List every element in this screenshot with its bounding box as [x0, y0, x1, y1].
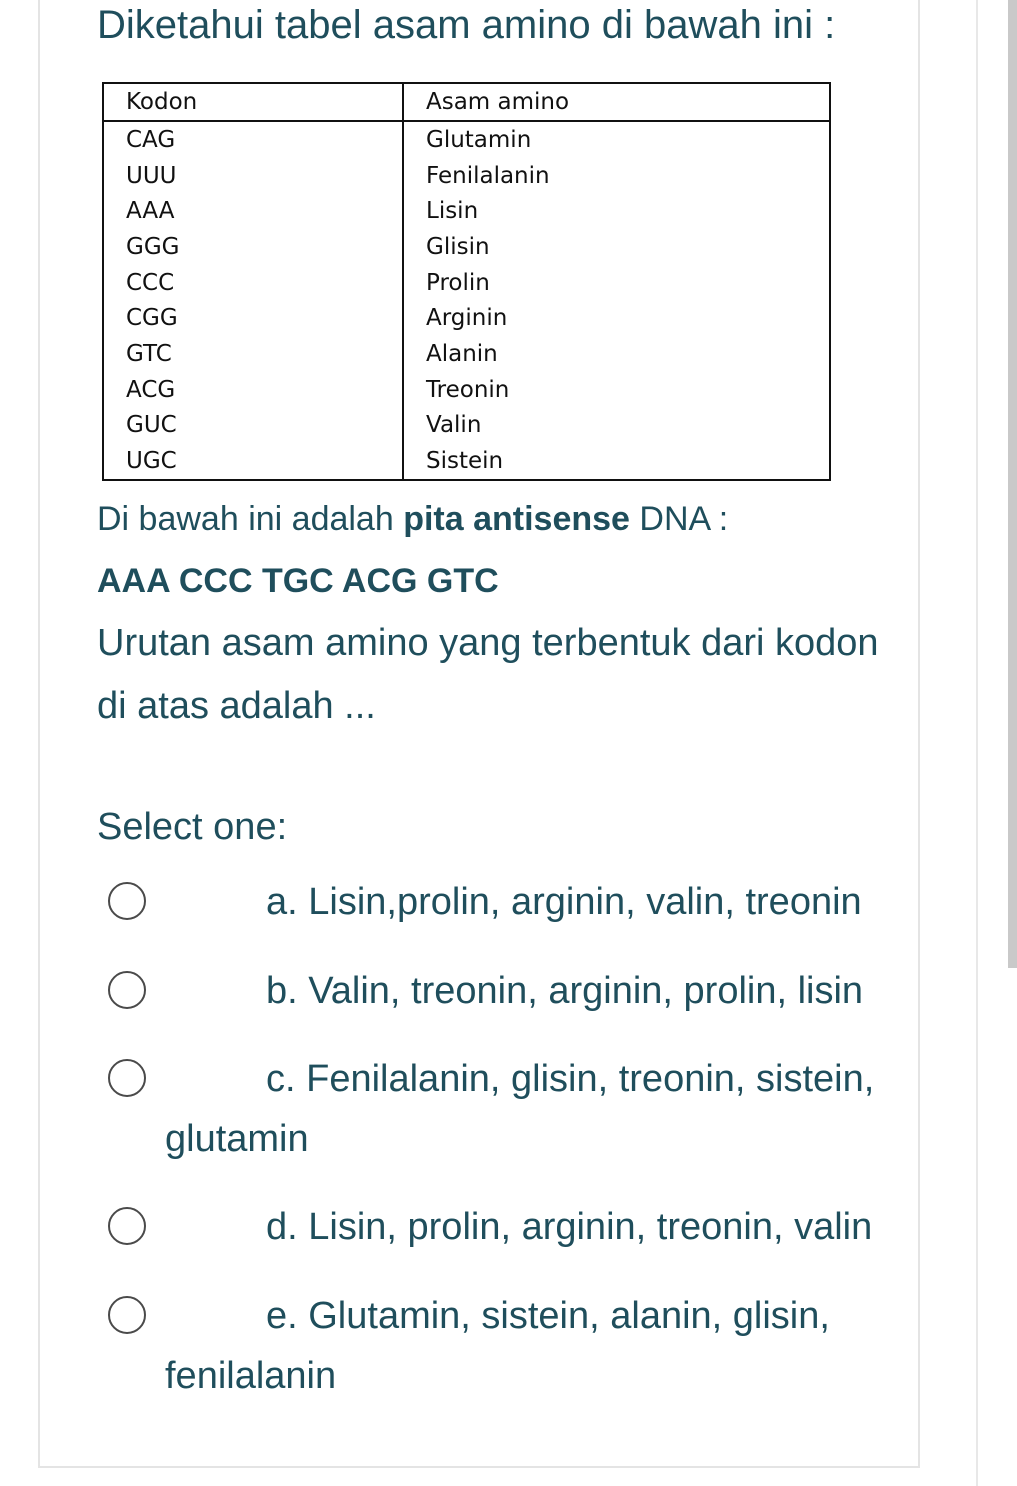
scrollbar[interactable] — [1008, 0, 1017, 968]
table-row — [103, 265, 830, 301]
amino-acid-cell: Alanin — [403, 336, 830, 372]
amino-acid-table — [102, 82, 831, 481]
table-row — [103, 372, 830, 408]
option-d[interactable] — [108, 1197, 888, 1257]
radio-option-e[interactable] — [108, 1296, 146, 1334]
header-asam-amino: Asam amino — [403, 83, 830, 121]
table-row — [103, 336, 830, 372]
codon-cell: CGG — [126, 305, 178, 332]
amino-acid-cell: Lisin — [403, 193, 830, 229]
codon-cell: CAG — [126, 126, 176, 153]
option-c[interactable] — [108, 1049, 888, 1169]
option-e[interactable] — [108, 1286, 888, 1406]
dna-sequence: AAA CCC TGC ACG GTC — [97, 562, 499, 600]
option-b-label[interactable]: b. Valin, treonin, arginin, prolin, lisin — [266, 970, 864, 1012]
option-d-label[interactable]: d. Lisin, prolin, arginin, treonin, valin — [266, 1206, 873, 1248]
amino-acid-cell: Prolin — [403, 265, 830, 301]
table-row — [103, 408, 830, 444]
side-divider — [976, 0, 978, 1486]
codon-cell: CCC — [126, 269, 175, 296]
codon-cell: UGC — [126, 448, 177, 475]
radio-option-a[interactable] — [108, 882, 146, 920]
table-row — [103, 158, 830, 194]
radio-option-c[interactable] — [108, 1059, 146, 1097]
amino-acid-cell: Valin — [403, 408, 830, 444]
codon-cell: GUC — [126, 412, 177, 439]
antisense-suffix: DNA : — [629, 500, 729, 538]
radio-option-d[interactable] — [108, 1207, 146, 1245]
question-text: Urutan asam amino yang terbentuk dari kodon di atas adalah ... — [97, 622, 879, 727]
option-c-label[interactable]: c. Fenilalanin, glisin, treonin, sistein, glutamin — [165, 1058, 875, 1160]
radio-option-b[interactable] — [108, 971, 146, 1009]
option-b[interactable] — [108, 961, 888, 1021]
table-row — [103, 193, 830, 229]
codon-cell: UUU — [126, 162, 177, 189]
header-kodon: Kodon — [126, 89, 198, 115]
option-a-label[interactable]: a. Lisin,prolin, arginin, valin, treonin — [266, 881, 862, 923]
amino-acid-cell: Sistein — [403, 443, 830, 480]
antisense-prefix: Di bawah ini adalah — [97, 500, 404, 538]
select-one-label: Select one: — [97, 806, 288, 848]
table-row — [103, 300, 830, 336]
table-header-row — [103, 83, 830, 121]
table-row — [103, 443, 830, 480]
codon-cell: ACG — [126, 376, 176, 403]
antisense-statement — [97, 500, 728, 539]
table-row — [103, 229, 830, 265]
antisense-bold: pita antisense — [403, 500, 630, 538]
amino-acid-cell: Fenilalanin — [403, 158, 830, 194]
table-row — [103, 121, 830, 158]
option-e-label[interactable]: e. Glutamin, sistein, alanin, glisin, fenilalanin — [165, 1295, 830, 1397]
codon-cell: AAA — [126, 198, 175, 225]
codon-cell: GGG — [126, 233, 180, 260]
amino-acid-cell: Treonin — [403, 372, 830, 408]
amino-acid-cell: Glisin — [403, 229, 830, 265]
amino-acid-cell: Glutamin — [403, 121, 830, 158]
intro-text: Diketahui tabel asam amino di bawah ini : — [97, 3, 836, 47]
codon-cell: GTC — [126, 340, 172, 367]
option-a[interactable] — [108, 872, 888, 932]
amino-acid-cell: Arginin — [403, 300, 830, 336]
